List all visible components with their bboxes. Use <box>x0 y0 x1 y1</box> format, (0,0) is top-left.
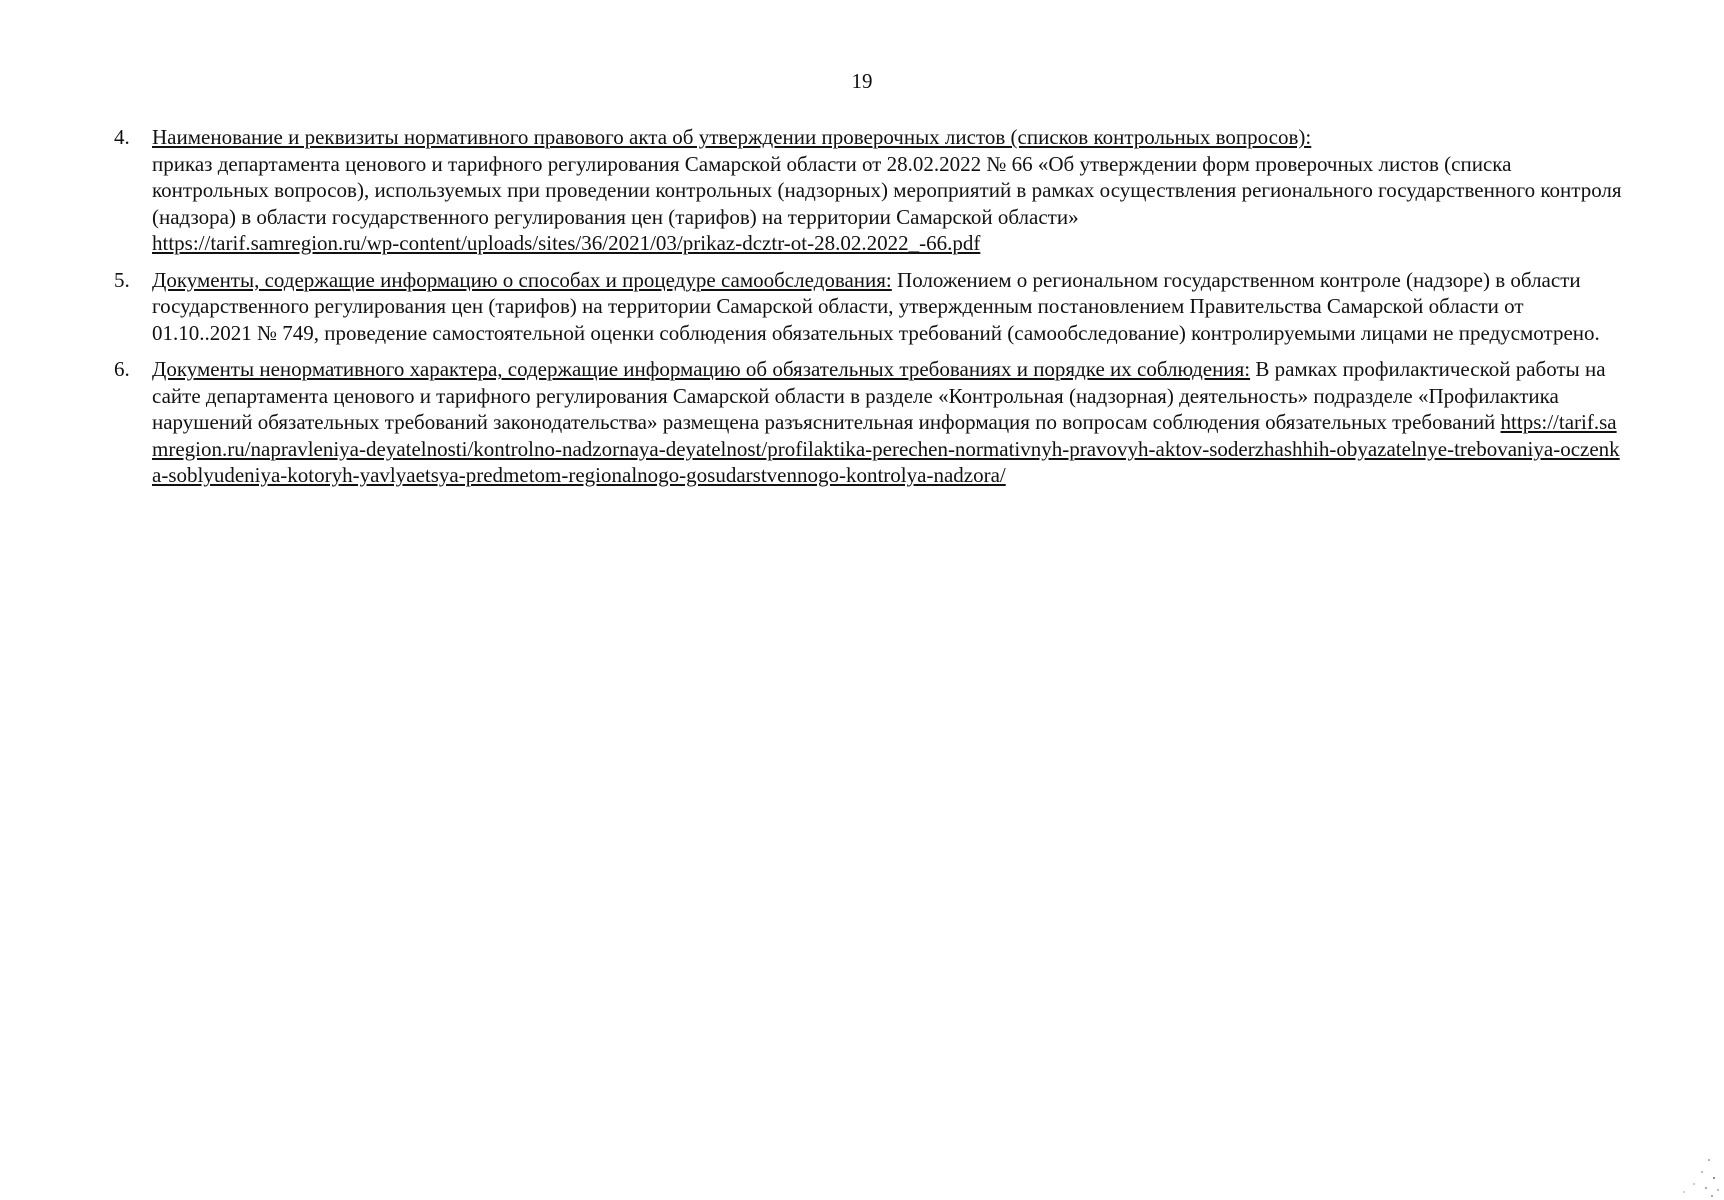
item-heading: Документы ненормативного характера, содержащие информацию об обязательных требованиях и порядке их соблюдения: <box>152 357 1251 381</box>
document-link[interactable]: https://tarif.samregion.ru/napravleniya-deyatelnosti/kontrolno-nadzornaya-deyatelnost/profilaktika-perechen-normativnyh-pravovyh-aktov-soderzhashhih-obyazatelnye-trebovaniya-oczenka-soblyudeniya-kotoryh-yavlyaetsya-predmetom-regionalnogo-gosudarstvennogo-kontrolya-nadzora/ <box>152 410 1620 487</box>
item-body: приказ департамента ценового и тарифного регулирования Самарской области от 28.02.2022 № 66 «Об утверждении форм проверочных листов (списка контрольных вопросов), используемых при проведении контрольных (надзорных) мероприятий в рамках осуществления регионального государственного контроля (надзора) в области государственного регулирования цен (тарифов) на территории Самарской области» <box>152 151 1622 229</box>
document-link[interactable]: https://tarif.samregion.ru/wp-content/uploads/sites/36/2021/03/prikaz-dcztr-ot-28.02.2022_-66.pdf <box>152 231 981 255</box>
list-item-6 <box>114 356 1626 489</box>
item-number: 5. <box>114 267 130 292</box>
document-list <box>114 124 1626 499</box>
list-item-5 <box>114 267 1626 347</box>
item-number: 4. <box>114 125 130 149</box>
item-heading: Документы, содержащие информацию о способах и процедуре самообследования: <box>152 267 892 292</box>
item-number: 6. <box>114 357 130 381</box>
item-body: В рамках профилактической работы на сайте департамента ценового и тарифного регулирования Самарской области в разделе «Контрольная (надзорная) деятельность» подразделе «Профилактика нарушений обязательных требований законодательства» размещена разъяснительная информация по вопросам соблюдения обязательных требований <box>152 357 1606 434</box>
list-item-4 <box>114 124 1626 257</box>
scan-specks <box>1614 1120 1724 1200</box>
item-body: Положением о региональном государственном контроле (надзоре) в области государственного регулирования цен (тарифов) на территории Самарской области, утвержденным постановлением Правительства Самарской области от 01.10..2021 № 749, проведение самостоятельной оценки соблюдения обязательных требований (самообследование) контролируемыми лицами не предусмотрено. <box>152 267 1600 345</box>
item-text <box>152 267 1626 347</box>
page-number: 19 <box>851 69 873 93</box>
item-heading: Наименование и реквизиты нормативного правового акта об утверждении проверочных листов (списков контрольных вопросов): <box>152 125 1312 149</box>
item-text <box>152 356 1626 489</box>
item-text <box>152 124 1626 257</box>
